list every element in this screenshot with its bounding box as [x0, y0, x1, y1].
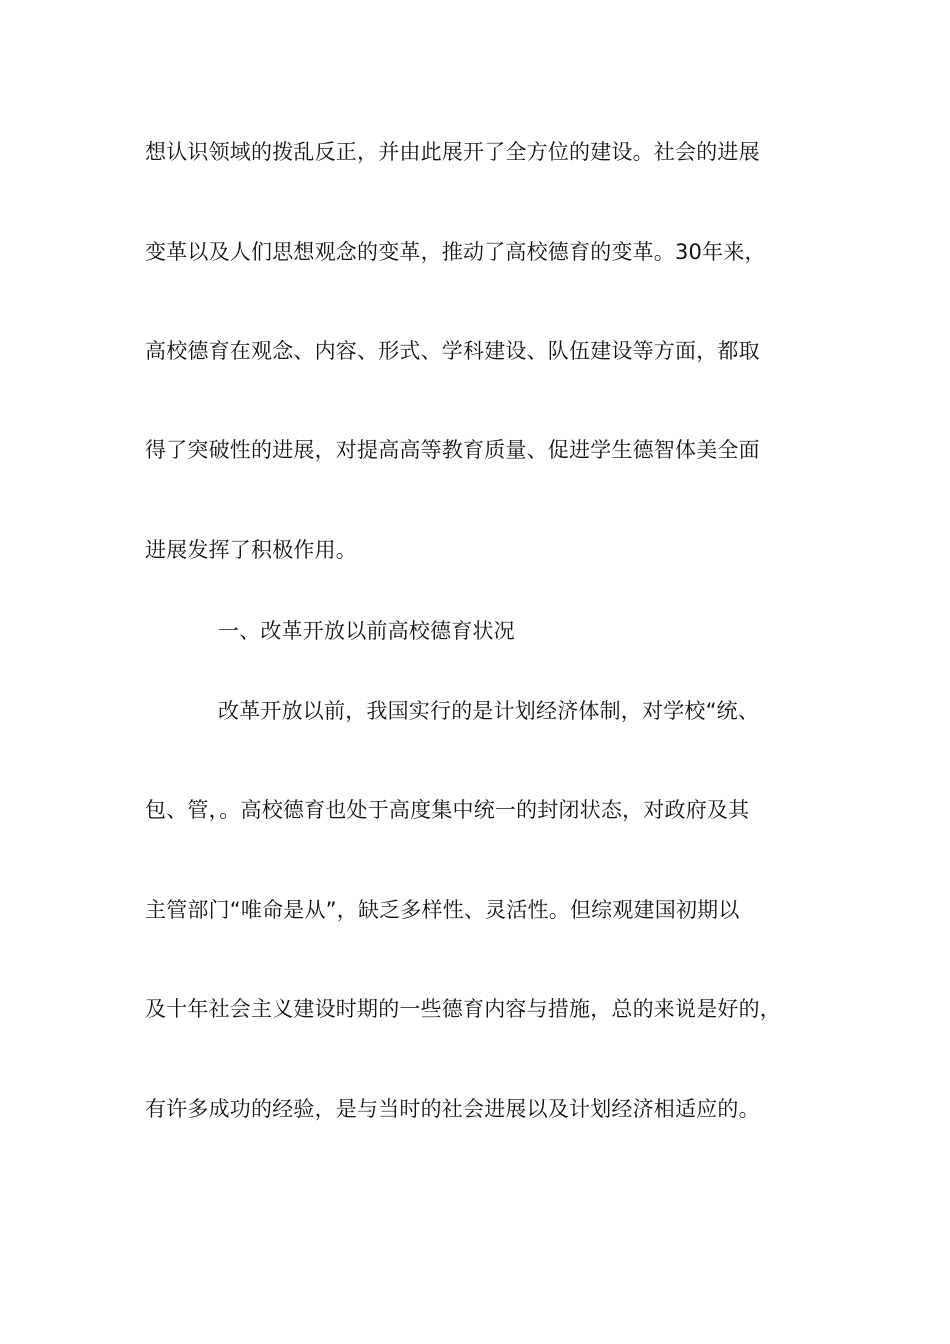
paragraph-1-line-4: 得了突破性的进展，对提高高等教育质量、促进学生德智体美全面: [145, 438, 760, 462]
paragraph-2-line-5: 有许多成功的经验，是与当时的社会进展以及计划经济相适应的。: [145, 1097, 760, 1121]
section-heading: 一、改革开放以前高校德育状况: [218, 619, 515, 643]
paragraph-2-line-3: 主管部门“唯命是从”，缺乏多样性、灵活性。但综观建国初期以: [145, 898, 740, 922]
paragraph-2-line-4: 及十年社会主义建设时期的一些德育内容与措施，总的来说是好的，: [145, 997, 781, 1021]
paragraph-1-line-2: 变革以及人们思想观念的变革，推动了高校德育的变革。30年来，: [145, 240, 766, 264]
paragraph-2-line-2: 包、管，。高校德育也处于高度集中统一的封闭状态，对政府及其: [145, 798, 750, 822]
paragraph-1-line-5: 进展发挥了积极作用。: [145, 538, 357, 562]
paragraph-1-line-3: 高校德育在观念、内容、形式、学科建设、队伍建设等方面，都取: [145, 339, 760, 363]
paragraph-2-line-1: 改革开放以前，我国实行的是计划经济体制，对学校“统、: [218, 699, 760, 723]
paragraph-1-line-1: 想认识领域的拨乱反正，并由此展开了全方位的建设。社会的进展: [145, 140, 760, 164]
